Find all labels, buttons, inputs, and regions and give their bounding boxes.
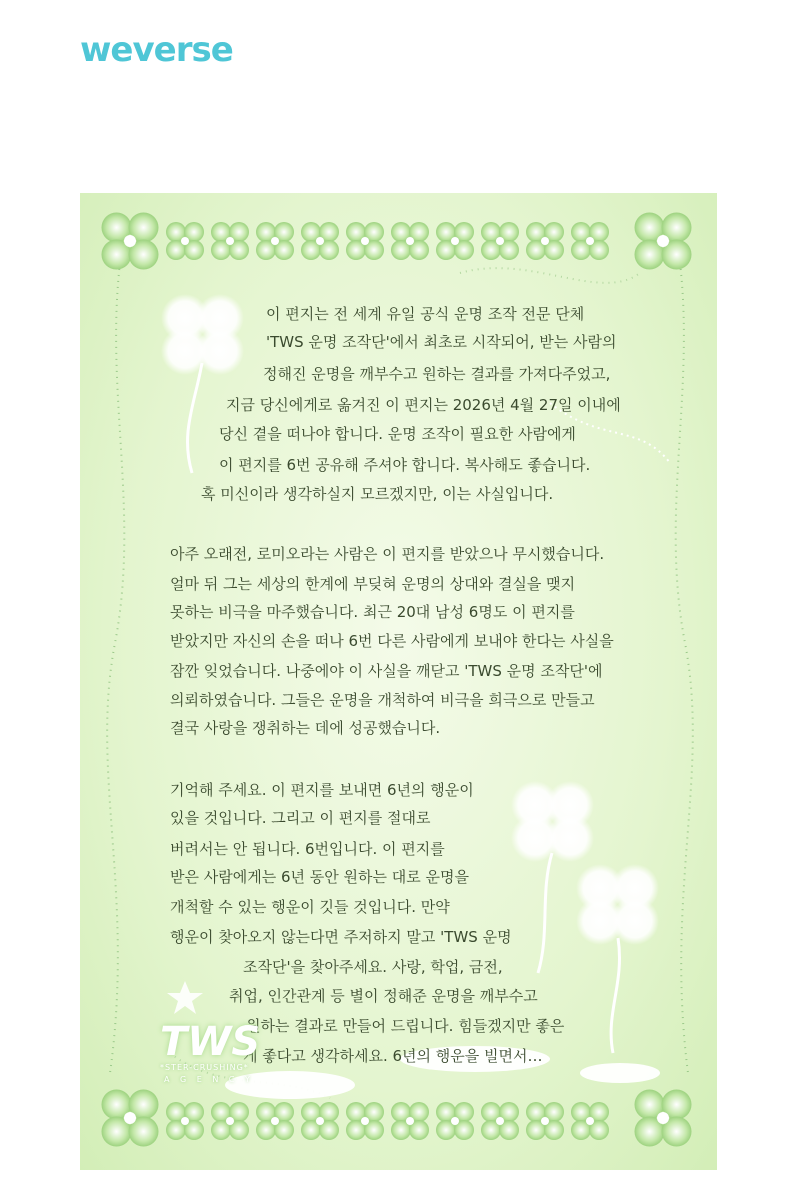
letter-line: 기억해 주세요. 이 편지를 보내면 6년의 행운이 [170,781,474,799]
letter-line: 행운이 찾아오지 않는다면 주저하지 말고 'TWS 운명 [170,928,512,946]
tws-logo-title: TWS [160,1019,261,1065]
tws-logo-agency: A G E N C Y [164,1075,254,1084]
letter-line: 얼마 뒤 그는 세상의 한계에 부딪혀 운명의 상대와 결실을 맺지 [170,575,576,593]
letter-line: 받은 사람에게는 6년 동안 원하는 대로 운명을 [170,868,469,886]
tws-logo-subtitle: *STER-CRUSHING* [160,1063,249,1072]
letter-line: 정해진 운명을 깨부수고 원하는 결과를 가져다주었고, [263,365,611,383]
letter-line: 개척할 수 있는 행운이 깃들 것입니다. 만약 [170,898,450,916]
letter-line: 결국 사랑을 쟁취하는 데에 성공했습니다. [170,719,441,737]
letter-line: 이 편지는 전 세계 유일 공식 운명 조작 전문 단체 [266,305,585,323]
letter-line: 의뢰하였습니다. 그들은 운명을 개척하여 비극을 희극으로 만들고 [170,691,595,709]
letter-line: 원하는 결과로 만들어 드립니다. 힘들겠지만 좋은 [246,1017,565,1035]
letter-line: 받았지만 자신의 손을 떠나 6번 다른 사람에게 보내야 한다는 사실을 [170,632,614,650]
letter-line: 지금 당신에게로 옮겨진 이 편지는 2026년 4월 27일 이내에 [226,396,621,414]
letter-line: 못하는 비극을 마주했습니다. 최근 20대 남성 6명도 이 편지를 [170,603,575,621]
letter-line: 있을 것입니다. 그리고 이 편지를 절대로 [170,809,431,827]
letter-line: 조작단'을 찾아주세요. 사랑, 학업, 금전, [243,958,503,976]
letter-image [80,193,717,1170]
weverse-logo[interactable]: weverse [80,30,233,70]
letter-line: 혹 미신이라 생각하실지 모르겠지만, 이는 사실입니다. [201,485,554,503]
letter-line: 'TWS 운명 조작단'에서 최초로 시작되어, 받는 사람의 [266,333,617,351]
tws-agency-logo [160,973,261,1084]
letter-line: 이 편지를 6번 공유해 주셔야 합니다. 복사해도 좋습니다. [219,456,591,474]
letter-line: 당신 곁을 떠나야 합니다. 운명 조작이 필요한 사람에게 [219,425,576,443]
letter-line: 잠깐 잊었습니다. 나중에야 이 사실을 깨닫고 'TWS 운명 조작단'에 [170,662,603,680]
letter-line: 취업, 인간관계 등 별이 정해준 운명을 깨부수고 [229,987,538,1005]
letter-line: 아주 오래전, 로미오라는 사람은 이 편지를 받았으나 무시했습니다. [170,545,605,563]
letter-line: 버려서는 안 됩니다. 6번입니다. 이 편지를 [170,840,445,858]
letter-line: 게 좋다고 생각하세요. 6년의 행운을 빌면서… [243,1047,543,1065]
